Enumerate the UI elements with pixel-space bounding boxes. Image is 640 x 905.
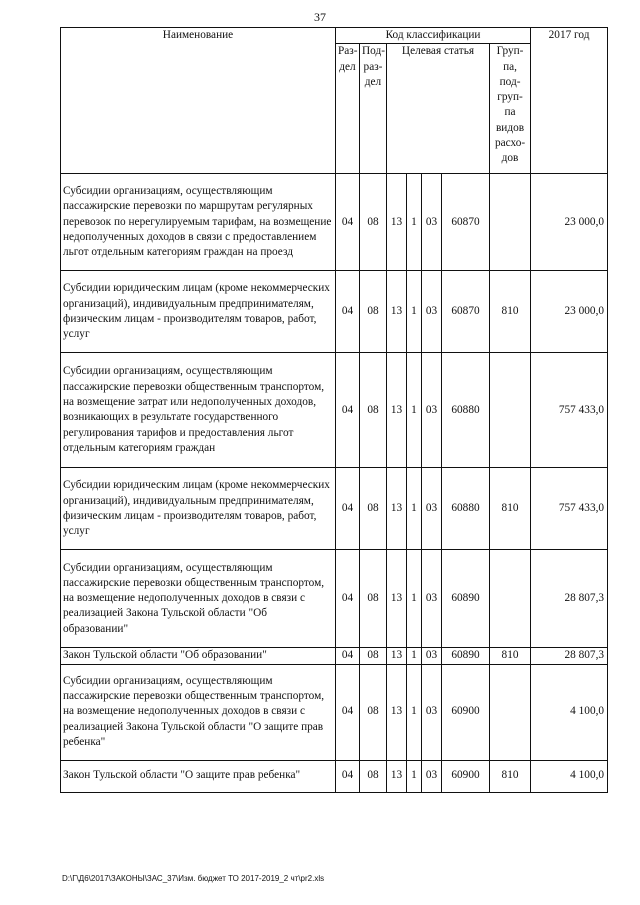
row-target-subprogram: 1 bbox=[407, 664, 422, 760]
header-razdel: Раз- дел bbox=[336, 44, 360, 174]
row-amount: 23 000,0 bbox=[531, 271, 608, 353]
row-amount: 4 100,0 bbox=[531, 664, 608, 760]
header-classification: Код классификации bbox=[336, 28, 531, 44]
row-expense-group bbox=[490, 664, 531, 760]
row-amount: 757 433,0 bbox=[531, 468, 608, 550]
row-name: Закон Тульской области "О защите прав ребенка" bbox=[61, 760, 336, 792]
row-amount: 4 100,0 bbox=[531, 760, 608, 792]
row-expense-group: 810 bbox=[490, 648, 531, 664]
row-expense-group: 810 bbox=[490, 760, 531, 792]
row-target-subprogram: 1 bbox=[407, 468, 422, 550]
budget-table bbox=[60, 27, 608, 793]
row-target-program: 13 bbox=[387, 648, 407, 664]
table-row bbox=[61, 174, 608, 271]
header-name: Наименование bbox=[61, 28, 336, 174]
row-target-program: 13 bbox=[387, 174, 407, 271]
row-razdel: 04 bbox=[336, 664, 360, 760]
row-expense-group bbox=[490, 550, 531, 648]
row-podrazdel: 08 bbox=[360, 760, 387, 792]
row-target-main-event: 03 bbox=[422, 271, 442, 353]
row-name: Субсидии юридическим лицам (кроме некоммерческих организаций), индивидуальным предпринимателям, физическим лицам - производителям товаров, работ, услуг bbox=[61, 468, 336, 550]
header-group: Груп- па, под- груп- па видов расхо- дов bbox=[490, 44, 531, 174]
row-target-direction: 60890 bbox=[442, 648, 490, 664]
row-amount: 28 807,3 bbox=[531, 648, 608, 664]
row-podrazdel: 08 bbox=[360, 648, 387, 664]
row-target-main-event: 03 bbox=[422, 353, 442, 468]
row-target-main-event: 03 bbox=[422, 648, 442, 664]
table-row bbox=[61, 664, 608, 760]
table-row bbox=[61, 353, 608, 468]
row-target-main-event: 03 bbox=[422, 760, 442, 792]
table-row bbox=[61, 760, 608, 792]
table-row bbox=[61, 468, 608, 550]
row-podrazdel: 08 bbox=[360, 271, 387, 353]
row-target-program: 13 bbox=[387, 550, 407, 648]
row-target-direction: 60900 bbox=[442, 664, 490, 760]
row-target-direction: 60870 bbox=[442, 174, 490, 271]
row-name: Субсидии организациям, осуществляющим пассажирские перевозки общественным транспортом, на возмещение недополученных доходов в связи с реализацией Закона Тульской области "Об образовании" bbox=[61, 550, 336, 648]
row-amount: 28 807,3 bbox=[531, 550, 608, 648]
row-target-main-event: 03 bbox=[422, 468, 442, 550]
row-target-subprogram: 1 bbox=[407, 760, 422, 792]
row-target-main-event: 03 bbox=[422, 664, 442, 760]
row-target-program: 13 bbox=[387, 468, 407, 550]
header-year: 2017 год bbox=[531, 28, 608, 174]
row-target-subprogram: 1 bbox=[407, 271, 422, 353]
row-target-main-event: 03 bbox=[422, 174, 442, 271]
row-name: Субсидии организациям, осуществляющим пассажирские перевозки общественным транспортом, на возмещение недополученных доходов в связи с реализацией Закона Тульской области "О защите прав ребенка" bbox=[61, 664, 336, 760]
row-razdel: 04 bbox=[336, 760, 360, 792]
row-razdel: 04 bbox=[336, 353, 360, 468]
header-podrazdel: Под- раз- дел bbox=[360, 44, 387, 174]
row-name: Субсидии организациям, осуществляющим пассажирские перевозки по маршрутам регулярных перевозок по нерегулируемым тарифам, на возмещение недополученных доходов в связи с предоставлением льгот отдельным категориям граждан на проезд bbox=[61, 174, 336, 271]
row-name: Субсидии организациям, осуществляющим пассажирские перевозки общественным транспортом, на возмещение затрат или недополученных доходов, возникающих в результате государственного регулирования тарифов и предоставления льгот отдельным категориям граждан bbox=[61, 353, 336, 468]
row-podrazdel: 08 bbox=[360, 550, 387, 648]
row-target-subprogram: 1 bbox=[407, 550, 422, 648]
row-target-subprogram: 1 bbox=[407, 174, 422, 271]
row-target-subprogram: 1 bbox=[407, 353, 422, 468]
row-podrazdel: 08 bbox=[360, 353, 387, 468]
header-target: Целевая статья bbox=[387, 44, 490, 174]
row-podrazdel: 08 bbox=[360, 664, 387, 760]
row-name: Субсидии юридическим лицам (кроме некоммерческих организаций), индивидуальным предпринимателям, физическим лицам - производителям товаров, работ, услуг bbox=[61, 271, 336, 353]
row-target-direction: 60880 bbox=[442, 468, 490, 550]
row-target-direction: 60900 bbox=[442, 760, 490, 792]
row-name: Закон Тульской области "Об образовании" bbox=[61, 648, 336, 664]
row-target-program: 13 bbox=[387, 271, 407, 353]
row-amount: 23 000,0 bbox=[531, 174, 608, 271]
row-podrazdel: 08 bbox=[360, 468, 387, 550]
row-target-direction: 60870 bbox=[442, 271, 490, 353]
row-target-subprogram: 1 bbox=[407, 648, 422, 664]
row-target-program: 13 bbox=[387, 353, 407, 468]
table-row bbox=[61, 648, 608, 664]
row-expense-group bbox=[490, 353, 531, 468]
row-razdel: 04 bbox=[336, 271, 360, 353]
row-razdel: 04 bbox=[336, 648, 360, 664]
page-number: 37 bbox=[314, 10, 326, 24]
row-target-main-event: 03 bbox=[422, 550, 442, 648]
row-expense-group: 810 bbox=[490, 271, 531, 353]
row-razdel: 04 bbox=[336, 174, 360, 271]
row-razdel: 04 bbox=[336, 468, 360, 550]
row-target-program: 13 bbox=[387, 664, 407, 760]
table-row bbox=[61, 271, 608, 353]
row-expense-group bbox=[490, 174, 531, 271]
row-razdel: 04 bbox=[336, 550, 360, 648]
row-target-program: 13 bbox=[387, 760, 407, 792]
table-row bbox=[61, 550, 608, 648]
row-amount: 757 433,0 bbox=[531, 353, 608, 468]
row-podrazdel: 08 bbox=[360, 174, 387, 271]
row-expense-group: 810 bbox=[490, 468, 531, 550]
row-target-direction: 60880 bbox=[442, 353, 490, 468]
row-target-direction: 60890 bbox=[442, 550, 490, 648]
file-path-footer: D:\Г\Д6\2017\ЗАКОНЫ\ЗАС_37\Изм. бюджет ТО 2017-2019_2 чт\pr2.xls bbox=[62, 874, 325, 883]
